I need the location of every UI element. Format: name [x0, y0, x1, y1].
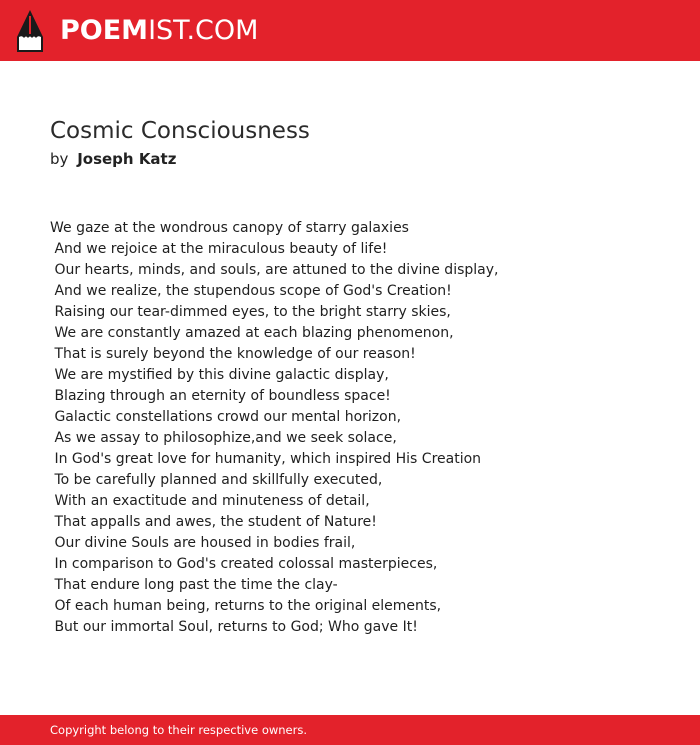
- poem-line: That appalls and awes, the student of Nature!: [50, 514, 377, 530]
- poem-line: In comparison to God's created colossal masterpieces,: [50, 556, 438, 572]
- site-header: [0, 0, 700, 61]
- poem-line: To be carefully planned and skillfully executed,: [50, 472, 383, 488]
- brand-name-bold: POEM: [60, 15, 149, 46]
- poem-line: Our hearts, minds, and souls, are attuned to the divine display,: [50, 262, 499, 278]
- poem-line: With an exactitude and minuteness of detail,: [50, 493, 370, 509]
- poem-line: We gaze at the wondrous canopy of starry galaxies: [50, 220, 409, 236]
- site-footer: [0, 715, 700, 745]
- poem-body: [50, 218, 650, 638]
- poem-line: And we rejoice at the miraculous beauty of life!: [50, 241, 388, 257]
- poem-byline: [50, 148, 176, 170]
- poem-line: But our immortal Soul, returns to God; Who gave It!: [50, 619, 418, 635]
- poem-line: Our divine Souls are housed in bodies frail,: [50, 535, 356, 551]
- poem-line: Galactic constellations crowd our mental horizon,: [50, 409, 402, 425]
- poem-line: Blazing through an eternity of boundless space!: [50, 388, 391, 404]
- poem-line: And we realize, the stupendous scope of God's Creation!: [50, 283, 452, 299]
- brand-name-light: IST.COM: [148, 15, 259, 46]
- site-logo-text: [60, 9, 258, 53]
- poem-line: Of each human being, returns to the original elements,: [50, 598, 442, 614]
- by-label: by: [50, 150, 69, 168]
- poem-line: That is surely beyond the knowledge of our reason!: [50, 346, 416, 362]
- poem-line: We are constantly amazed at each blazing phenomenon,: [50, 325, 454, 341]
- copyright-notice: Copyright belong to their respective owners.: [50, 723, 308, 737]
- poem-line: That endure long past the time the clay-: [50, 577, 338, 593]
- author-link[interactable]: Joseph Katz: [77, 150, 177, 168]
- poem-line: Raising our tear-dimmed eyes, to the bright starry skies,: [50, 304, 451, 320]
- site-logo-link[interactable]: [17, 9, 258, 53]
- poem-line: We are mystified by this divine galactic display,: [50, 367, 389, 383]
- poem-title: Cosmic Consciousness: [50, 118, 310, 144]
- poem-line: As we assay to philosophize,and we seek solace,: [50, 430, 397, 446]
- pen-nib-icon: [17, 10, 43, 52]
- poem-line: In God's great love for humanity, which inspired His Creation: [50, 451, 482, 467]
